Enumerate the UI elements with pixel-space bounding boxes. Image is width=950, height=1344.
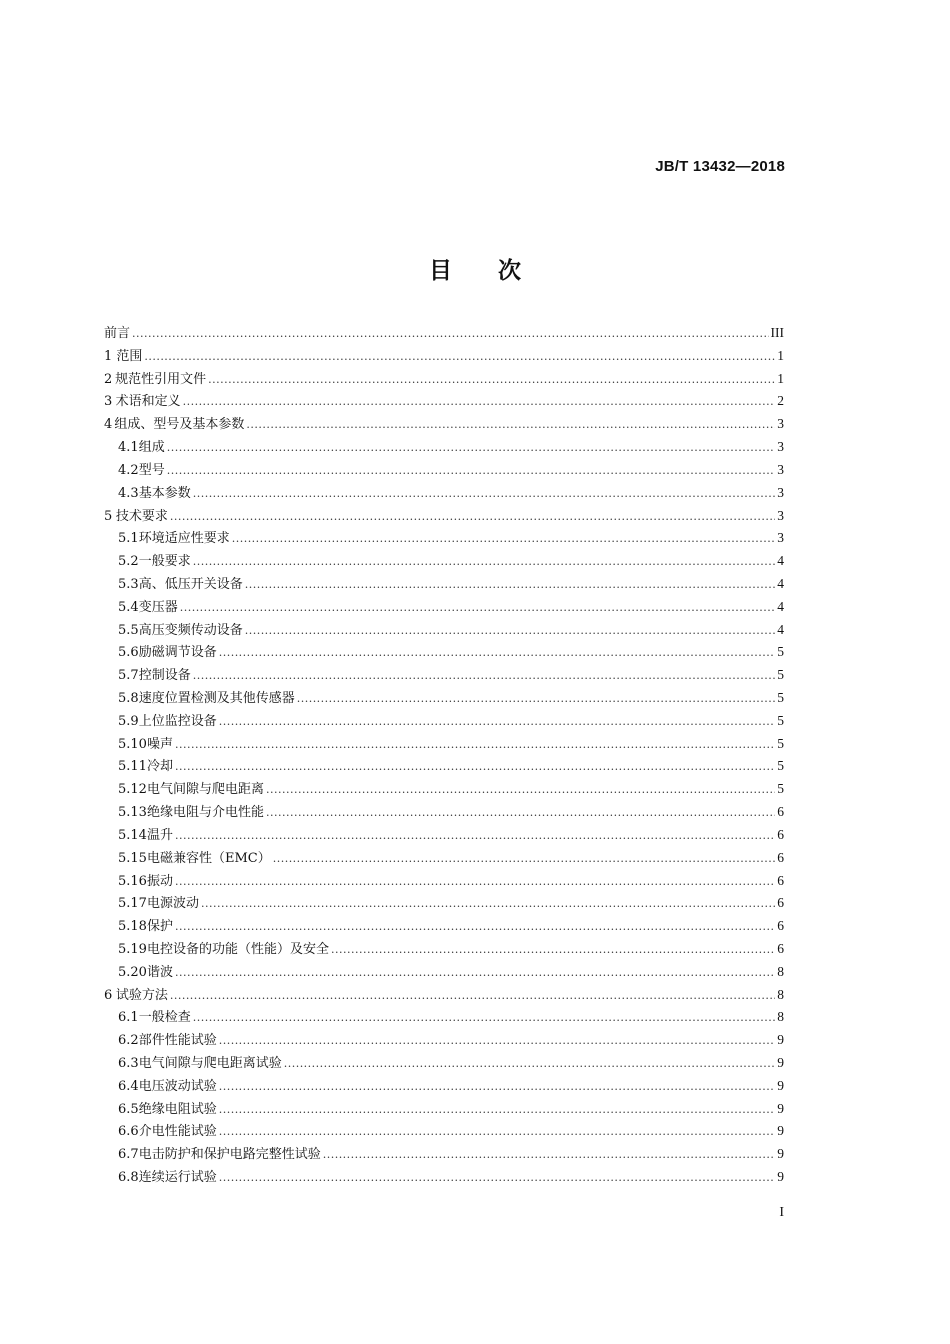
toc-entry-label: 电击防护和保护电路完整性试验 bbox=[138, 1147, 321, 1163]
toc-entry[interactable] bbox=[104, 1098, 784, 1121]
toc-dot-leader bbox=[144, 346, 775, 369]
toc-dot-leader bbox=[193, 483, 776, 506]
table-of-contents bbox=[104, 322, 784, 1189]
toc-entry-number: 2 bbox=[104, 371, 113, 387]
toc-entry-number: 5.12 bbox=[118, 782, 147, 798]
toc-entry-page: III bbox=[770, 325, 784, 340]
toc-entry-number: 5.16 bbox=[118, 873, 147, 889]
toc-entry-number: 5.5 bbox=[118, 622, 139, 638]
toc-entry-page: 3 bbox=[777, 461, 784, 477]
toc-dot-leader bbox=[219, 1076, 776, 1099]
toc-dot-leader bbox=[219, 642, 776, 665]
toc-entry-number: 6.5 bbox=[118, 1101, 139, 1117]
toc-entry-number: 5.14 bbox=[118, 827, 147, 843]
toc-entry-page: 5 bbox=[777, 781, 784, 797]
toc-entry-label: 型号 bbox=[138, 462, 165, 478]
toc-entry-number: 6.1 bbox=[118, 1010, 139, 1026]
page-title bbox=[0, 252, 950, 285]
toc-entry-label: 连续运行试验 bbox=[138, 1170, 217, 1186]
toc-entry[interactable] bbox=[104, 938, 784, 961]
toc-entry[interactable] bbox=[104, 984, 784, 1007]
toc-entry-label: 介电性能试验 bbox=[138, 1124, 217, 1140]
toc-entry-page: 8 bbox=[777, 963, 784, 979]
toc-entry-label: 组成、型号及基本参数 bbox=[114, 417, 245, 433]
toc-entry-label: 励磁调节设备 bbox=[138, 645, 217, 661]
toc-entry-number: 5.19 bbox=[118, 941, 147, 957]
toc-entry-number: 5.6 bbox=[118, 645, 139, 661]
toc-entry-number: 5.18 bbox=[118, 919, 147, 935]
toc-entry-page: 1 bbox=[777, 370, 784, 386]
toc-dot-leader bbox=[167, 437, 776, 460]
toc-entry-page: 4 bbox=[777, 553, 784, 569]
toc-entry-label: 试验方法 bbox=[115, 987, 168, 1003]
toc-entry-number: 6.7 bbox=[118, 1147, 139, 1163]
toc-entry[interactable] bbox=[104, 847, 784, 870]
toc-dot-leader bbox=[175, 916, 775, 939]
toc-dot-leader bbox=[183, 391, 776, 414]
toc-entry-number: 5.13 bbox=[118, 805, 147, 821]
toc-entry-number: 4 bbox=[104, 417, 113, 433]
toc-dot-leader bbox=[175, 871, 775, 894]
toc-entry-label: 高、低压开关设备 bbox=[138, 576, 243, 592]
toc-entry-number: 5.3 bbox=[118, 576, 139, 592]
toc-entry-page: 5 bbox=[777, 667, 784, 683]
toc-entry-number: 5.2 bbox=[118, 554, 139, 570]
toc-entry-page: 3 bbox=[777, 484, 784, 500]
footer-page-number: I bbox=[779, 1205, 784, 1220]
toc-entry-label: 电磁兼容性（EMC） bbox=[146, 850, 271, 866]
toc-entry[interactable] bbox=[104, 664, 784, 687]
toc-entry[interactable] bbox=[104, 778, 784, 801]
toc-dot-leader bbox=[175, 734, 775, 757]
toc-entry-number: 6.8 bbox=[118, 1170, 139, 1186]
toc-entry-label: 技术要求 bbox=[115, 508, 168, 524]
toc-entry-label: 上位监控设备 bbox=[138, 713, 217, 729]
toc-dot-leader bbox=[273, 848, 776, 871]
toc-entry-page: 1 bbox=[777, 347, 784, 363]
toc-dot-leader bbox=[284, 1053, 776, 1076]
toc-dot-leader bbox=[219, 711, 776, 734]
toc-entry-label: 环境适应性要求 bbox=[138, 531, 230, 547]
toc-dot-leader bbox=[170, 506, 775, 529]
toc-dot-leader bbox=[193, 551, 776, 574]
toc-dot-leader bbox=[219, 1030, 776, 1053]
toc-entry-page: 6 bbox=[777, 804, 784, 820]
toc-entry-number: 5.4 bbox=[118, 599, 139, 615]
toc-entry-number: 4.3 bbox=[118, 485, 139, 501]
toc-dot-leader bbox=[193, 665, 776, 688]
toc-entry-page: 4 bbox=[777, 621, 784, 637]
toc-entry-label: 保护 bbox=[146, 919, 173, 935]
toc-entry-number: 5.1 bbox=[118, 531, 139, 547]
toc-entry-page: 3 bbox=[777, 416, 784, 432]
toc-entry[interactable] bbox=[104, 915, 784, 938]
toc-entry-number: 6.4 bbox=[118, 1078, 139, 1094]
toc-entry[interactable] bbox=[104, 596, 784, 619]
toc-entry-page: 8 bbox=[777, 1009, 784, 1025]
toc-entry-page: 5 bbox=[777, 644, 784, 660]
title-char-2: 次 bbox=[498, 258, 521, 284]
toc-entry-page: 5 bbox=[777, 758, 784, 774]
toc-entry[interactable] bbox=[104, 505, 784, 528]
toc-entry[interactable] bbox=[104, 801, 784, 824]
toc-entry-page: 3 bbox=[777, 439, 784, 455]
toc-entry[interactable] bbox=[104, 733, 784, 756]
toc-entry[interactable] bbox=[104, 550, 784, 573]
toc-entry[interactable] bbox=[104, 390, 784, 413]
toc-entry-page: 6 bbox=[777, 826, 784, 842]
toc-entry[interactable] bbox=[104, 687, 784, 710]
toc-entry-page: 9 bbox=[777, 1055, 784, 1070]
toc-dot-leader bbox=[266, 779, 775, 802]
toc-entry[interactable] bbox=[104, 482, 784, 505]
toc-entry-label: 控制设备 bbox=[138, 668, 191, 684]
toc-entry-label: 术语和定义 bbox=[115, 394, 181, 410]
toc-entry-page: 3 bbox=[777, 530, 784, 546]
toc-dot-leader bbox=[331, 939, 775, 962]
title-char-1: 目 bbox=[429, 258, 452, 284]
toc-entry-label: 一般检查 bbox=[138, 1010, 191, 1026]
toc-entry[interactable] bbox=[104, 1166, 784, 1189]
toc-entry-number: 5.10 bbox=[118, 736, 147, 752]
toc-entry-page: 9 bbox=[777, 1100, 784, 1116]
toc-entry[interactable] bbox=[104, 892, 784, 915]
toc-entry-label: 电源波动 bbox=[146, 896, 199, 912]
toc-entry[interactable] bbox=[104, 824, 784, 847]
toc-entry-number: 5.20 bbox=[118, 964, 147, 980]
toc-entry-number: 6.3 bbox=[118, 1056, 139, 1071]
toc-entry-label: 速度位置检测及其他传感器 bbox=[138, 691, 295, 706]
toc-dot-leader bbox=[170, 985, 775, 1008]
toc-entry-number: 5.17 bbox=[118, 896, 147, 912]
toc-entry-page: 2 bbox=[777, 393, 784, 409]
toc-entry-label: 电压波动试验 bbox=[138, 1078, 217, 1094]
toc-dot-leader bbox=[245, 620, 776, 643]
toc-entry[interactable] bbox=[104, 710, 784, 733]
toc-entry-page: 4 bbox=[777, 598, 784, 614]
toc-entry-label: 冷却 bbox=[146, 759, 173, 775]
toc-entry-number: 5 bbox=[104, 508, 113, 524]
toc-entry-label: 振动 bbox=[146, 873, 173, 889]
toc-entry-label: 谐波 bbox=[146, 964, 173, 980]
toc-entry-number: 5.7 bbox=[118, 668, 139, 684]
toc-entry-page: 5 bbox=[777, 735, 784, 751]
toc-dot-leader bbox=[175, 756, 775, 779]
toc-entry[interactable] bbox=[104, 368, 784, 391]
toc-entry-label: 变压器 bbox=[138, 599, 178, 615]
toc-dot-leader bbox=[193, 1007, 776, 1030]
toc-entry[interactable] bbox=[104, 573, 784, 596]
toc-entry-label: 电气间隙与爬电距离 bbox=[146, 782, 264, 798]
standard-number: JB/T 13432—2018 bbox=[655, 158, 785, 175]
toc-entry[interactable] bbox=[104, 436, 784, 459]
toc-entry[interactable] bbox=[104, 1052, 784, 1075]
toc-entry-number: 6.6 bbox=[118, 1124, 139, 1140]
toc-entry-label: 噪声 bbox=[146, 736, 173, 752]
toc-entry[interactable] bbox=[104, 459, 784, 482]
toc-entry[interactable] bbox=[104, 345, 784, 368]
toc-dot-leader bbox=[167, 460, 776, 483]
toc-entry-label: 规范性引用文件 bbox=[115, 371, 207, 387]
toc-entry-number: 3 bbox=[104, 394, 113, 410]
toc-dot-leader bbox=[245, 574, 776, 597]
toc-dot-leader bbox=[175, 825, 775, 848]
toc-entry[interactable] bbox=[104, 961, 784, 984]
toc-entry-page: 9 bbox=[777, 1169, 784, 1185]
toc-dot-leader bbox=[266, 802, 775, 825]
toc-entry-label: 范围 bbox=[116, 348, 143, 364]
toc-entry[interactable] bbox=[104, 870, 784, 893]
toc-entry-label: 基本参数 bbox=[138, 485, 191, 501]
toc-entry[interactable] bbox=[104, 527, 784, 550]
toc-dot-leader bbox=[219, 1099, 776, 1122]
toc-dot-leader bbox=[175, 962, 775, 985]
toc-entry[interactable] bbox=[104, 1006, 784, 1029]
toc-entry-page: 6 bbox=[777, 940, 784, 956]
toc-entry[interactable] bbox=[104, 1143, 784, 1166]
toc-entry-page: 6 bbox=[777, 895, 784, 911]
toc-dot-leader bbox=[297, 688, 776, 711]
toc-entry-page: 6 bbox=[777, 872, 784, 888]
toc-dot-leader bbox=[180, 597, 776, 620]
toc-entry[interactable] bbox=[104, 755, 784, 778]
toc-dot-leader bbox=[246, 414, 775, 437]
toc-entry[interactable] bbox=[104, 1075, 784, 1098]
toc-entry-number: 5.8 bbox=[118, 691, 139, 706]
toc-entry-label: 温升 bbox=[146, 827, 173, 843]
toc-entry-number: 5.9 bbox=[118, 713, 139, 729]
toc-entry-label: 绝缘电阻与介电性能 bbox=[146, 805, 264, 821]
toc-entry[interactable] bbox=[104, 1029, 784, 1052]
toc-entry-page: 4 bbox=[777, 575, 784, 591]
toc-entry-number: 1 bbox=[104, 348, 113, 364]
toc-dot-leader bbox=[323, 1144, 776, 1167]
toc-entry-number: 5.15 bbox=[118, 850, 147, 866]
toc-entry-page: 3 bbox=[777, 507, 784, 523]
toc-dot-leader bbox=[208, 369, 775, 392]
toc-dot-leader bbox=[219, 1121, 776, 1144]
toc-dot-leader bbox=[219, 1167, 776, 1190]
toc-dot-leader bbox=[132, 323, 768, 346]
toc-entry[interactable] bbox=[104, 641, 784, 664]
toc-entry-label: 电控设备的功能（性能）及安全 bbox=[146, 941, 329, 957]
toc-entry-page: 6 bbox=[777, 918, 784, 934]
toc-entry-label: 绝缘电阻试验 bbox=[138, 1101, 217, 1117]
toc-entry-number: 5.11 bbox=[118, 759, 147, 775]
toc-entry-label: 组成 bbox=[138, 440, 165, 456]
toc-entry-label: 部件性能试验 bbox=[138, 1033, 217, 1049]
toc-entry-label: 电气间隙与爬电距离试验 bbox=[138, 1056, 282, 1071]
toc-entry-number: 6 bbox=[104, 987, 113, 1003]
toc-dot-leader bbox=[232, 528, 776, 551]
toc-entry-page: 6 bbox=[777, 849, 784, 865]
toc-entry-page: 9 bbox=[777, 1123, 784, 1139]
toc-dot-leader bbox=[201, 893, 775, 916]
toc-entry-page: 5 bbox=[777, 712, 784, 728]
toc-entry-label: 一般要求 bbox=[138, 554, 191, 570]
toc-entry-page: 9 bbox=[777, 1146, 784, 1162]
toc-entry[interactable] bbox=[104, 1120, 784, 1143]
toc-entry-number: 6.2 bbox=[118, 1033, 139, 1049]
toc-entry-page: 9 bbox=[777, 1077, 784, 1093]
toc-entry-label: 高压变频传动设备 bbox=[138, 622, 243, 638]
toc-entry-page: 8 bbox=[777, 986, 784, 1002]
toc-entry[interactable] bbox=[104, 619, 784, 642]
toc-entry[interactable] bbox=[104, 413, 784, 436]
toc-entry-number: 4.1 bbox=[118, 440, 139, 456]
toc-entry-number: 4.2 bbox=[118, 462, 139, 478]
toc-entry-label: 前言 bbox=[104, 326, 131, 341]
toc-entry-page: 9 bbox=[777, 1032, 784, 1048]
toc-entry[interactable] bbox=[104, 322, 784, 345]
toc-entry-page: 5 bbox=[777, 690, 784, 705]
